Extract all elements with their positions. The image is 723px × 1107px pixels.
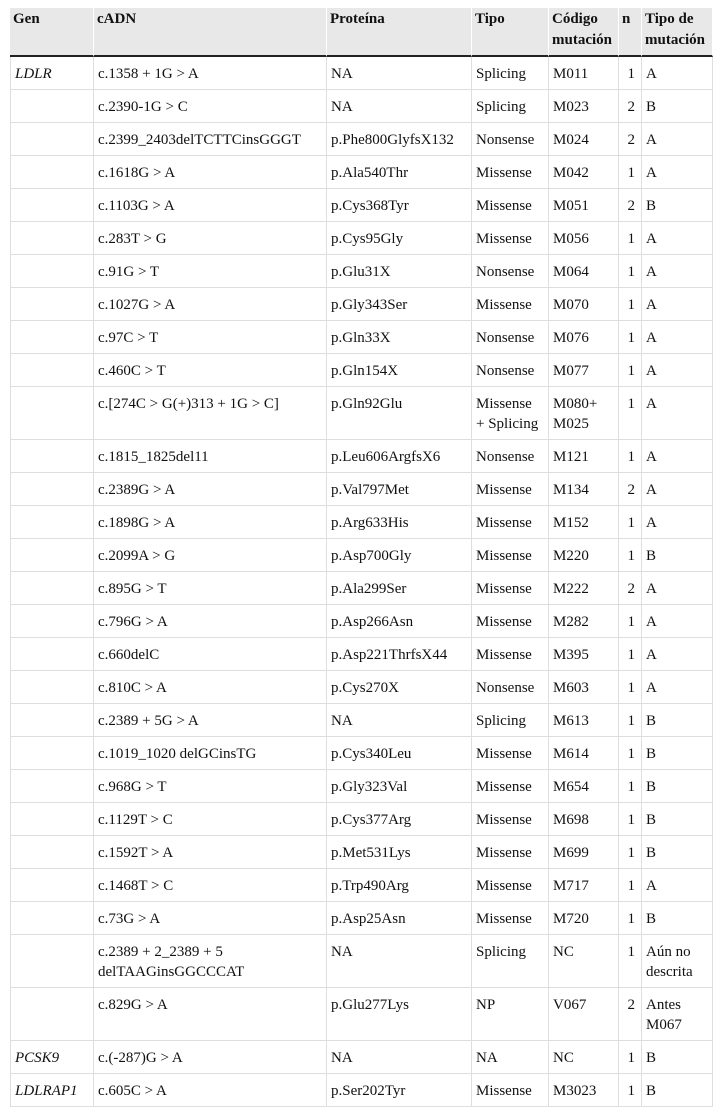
cell-tipo-de-mutacion: B	[642, 704, 713, 737]
cell-codigo-mutacion: M614	[549, 737, 619, 770]
cell-cadn: c.605C > A	[94, 1074, 327, 1107]
cell-tipo-de-mutacion: B	[642, 189, 713, 222]
cell-n: 1	[619, 440, 642, 473]
cell-proteina: p.Asp221ThrfsX44	[327, 638, 472, 671]
header-gen: Gen	[10, 8, 94, 57]
cell-n: 1	[619, 288, 642, 321]
cell-tipo-de-mutacion: A	[642, 222, 713, 255]
cell-proteina: p.Met531Lys	[327, 836, 472, 869]
cell-gen	[10, 605, 94, 638]
cell-n: 1	[619, 1041, 642, 1074]
cell-gen	[10, 770, 94, 803]
cell-gen	[10, 123, 94, 156]
cell-tipo-de-mutacion: A	[642, 572, 713, 605]
table-row	[10, 506, 713, 539]
cell-proteina: p.Val797Met	[327, 473, 472, 506]
table-row	[10, 321, 713, 354]
cell-n: 1	[619, 671, 642, 704]
cell-n: 1	[619, 869, 642, 902]
cell-n: 1	[619, 387, 642, 440]
cell-codigo-mutacion: M121	[549, 440, 619, 473]
cell-tipo: Missense	[472, 539, 549, 572]
table-row	[10, 539, 713, 572]
table-row	[10, 803, 713, 836]
cell-tipo: NA	[472, 1041, 549, 1074]
table-row	[10, 1041, 713, 1074]
cell-cadn: c.1815_1825del11	[94, 440, 327, 473]
cell-tipo: Missense	[472, 803, 549, 836]
table-row	[10, 57, 713, 90]
cell-codigo-mutacion: M070	[549, 288, 619, 321]
cell-codigo-mutacion: M077	[549, 354, 619, 387]
cell-cadn: c.660delC	[94, 638, 327, 671]
cell-tipo: Missense	[472, 737, 549, 770]
table-row	[10, 671, 713, 704]
cell-proteina: p.Gln92Glu	[327, 387, 472, 440]
cell-tipo-de-mutacion: B	[642, 1074, 713, 1107]
cell-cadn: c.895G > T	[94, 572, 327, 605]
cell-n: 1	[619, 704, 642, 737]
table-row	[10, 387, 713, 440]
cell-tipo-de-mutacion: B	[642, 1041, 713, 1074]
cell-n: 2	[619, 123, 642, 156]
cell-tipo-de-mutacion: B	[642, 836, 713, 869]
cell-tipo-de-mutacion: A	[642, 123, 713, 156]
cell-gen	[10, 189, 94, 222]
cell-n: 2	[619, 988, 642, 1041]
cell-tipo: Missense	[472, 288, 549, 321]
cell-tipo: Missense	[472, 473, 549, 506]
cell-gen	[10, 354, 94, 387]
cell-codigo-mutacion: M134	[549, 473, 619, 506]
cell-cadn: c.460C > T	[94, 354, 327, 387]
cell-proteina: p.Gly323Val	[327, 770, 472, 803]
cell-proteina: p.Phe800GlyfsX132	[327, 123, 472, 156]
header-cadn: cADN	[94, 8, 327, 57]
cell-gen	[10, 869, 94, 902]
cell-tipo-de-mutacion: A	[642, 440, 713, 473]
cell-cadn: c.2389 + 5G > A	[94, 704, 327, 737]
cell-codigo-mutacion: NC	[549, 935, 619, 988]
cell-n: 1	[619, 255, 642, 288]
table-row	[10, 255, 713, 288]
cell-proteina: p.Leu606ArgfsX6	[327, 440, 472, 473]
cell-codigo-mutacion: M654	[549, 770, 619, 803]
cell-gen	[10, 737, 94, 770]
table-row	[10, 354, 713, 387]
cell-n: 2	[619, 473, 642, 506]
table-row	[10, 288, 713, 321]
table-row	[10, 770, 713, 803]
cell-cadn: c.[274C > G(+)313 + 1G > C]	[94, 387, 327, 440]
cell-proteina: p.Cys340Leu	[327, 737, 472, 770]
cell-tipo-de-mutacion: A	[642, 387, 713, 440]
cell-tipo-de-mutacion: Aún no descrita	[642, 935, 713, 988]
cell-codigo-mutacion: M152	[549, 506, 619, 539]
cell-tipo-de-mutacion: A	[642, 869, 713, 902]
cell-gen	[10, 255, 94, 288]
cell-gen: LDLRAP1	[10, 1074, 94, 1107]
cell-gen	[10, 156, 94, 189]
cell-gen	[10, 288, 94, 321]
cell-gen	[10, 222, 94, 255]
cell-gen	[10, 387, 94, 440]
cell-tipo-de-mutacion: A	[642, 671, 713, 704]
cell-n: 1	[619, 506, 642, 539]
cell-gen	[10, 836, 94, 869]
cell-cadn: c.73G > A	[94, 902, 327, 935]
cell-proteina: p.Ala299Ser	[327, 572, 472, 605]
cell-codigo-mutacion: M064	[549, 255, 619, 288]
cell-gen	[10, 803, 94, 836]
cell-codigo-mutacion: M395	[549, 638, 619, 671]
cell-tipo: Nonsense	[472, 354, 549, 387]
header-codigo-mutacion: Código mutación	[549, 8, 619, 57]
cell-cadn: c.1103G > A	[94, 189, 327, 222]
header-n: n	[619, 8, 642, 57]
cell-gen	[10, 988, 94, 1041]
cell-codigo-mutacion: M717	[549, 869, 619, 902]
cell-proteina: p.Asp700Gly	[327, 539, 472, 572]
cell-cadn: c.2389G > A	[94, 473, 327, 506]
cell-cadn: c.91G > T	[94, 255, 327, 288]
cell-n: 1	[619, 770, 642, 803]
cell-cadn: c.2399_2403delTCTTCinsGGGT	[94, 123, 327, 156]
table-row	[10, 123, 713, 156]
cell-cadn: c.2389 + 2_2389 + 5 delTAAGinsGGCCCAT	[94, 935, 327, 988]
table-row	[10, 156, 713, 189]
cell-gen: PCSK9	[10, 1041, 94, 1074]
cell-proteina: p.Cys368Tyr	[327, 189, 472, 222]
table-row	[10, 605, 713, 638]
table-row	[10, 935, 713, 988]
cell-cadn: c.796G > A	[94, 605, 327, 638]
cell-tipo-de-mutacion: A	[642, 638, 713, 671]
cell-n: 1	[619, 539, 642, 572]
cell-cadn: c.2390-1G > C	[94, 90, 327, 123]
cell-proteina: NA	[327, 704, 472, 737]
cell-proteina: NA	[327, 57, 472, 90]
cell-tipo-de-mutacion: A	[642, 605, 713, 638]
cell-proteina: p.Asp25Asn	[327, 902, 472, 935]
cell-tipo-de-mutacion: A	[642, 473, 713, 506]
table-row	[10, 473, 713, 506]
cell-n: 2	[619, 572, 642, 605]
cell-proteina: p.Trp490Arg	[327, 869, 472, 902]
table-header-row	[10, 8, 713, 57]
cell-n: 1	[619, 836, 642, 869]
cell-cadn: c.968G > T	[94, 770, 327, 803]
table-row	[10, 90, 713, 123]
cell-proteina: p.Glu31X	[327, 255, 472, 288]
cell-codigo-mutacion: M042	[549, 156, 619, 189]
cell-tipo: Splicing	[472, 57, 549, 90]
cell-tipo: Splicing	[472, 704, 549, 737]
cell-codigo-mutacion: M3023	[549, 1074, 619, 1107]
cell-tipo-de-mutacion: A	[642, 255, 713, 288]
cell-n: 1	[619, 57, 642, 90]
table-row	[10, 902, 713, 935]
cell-proteina: p.Cys270X	[327, 671, 472, 704]
table-row	[10, 869, 713, 902]
cell-n: 1	[619, 354, 642, 387]
cell-cadn: c.1618G > A	[94, 156, 327, 189]
cell-tipo: Missense	[472, 1074, 549, 1107]
cell-proteina: p.Ala540Thr	[327, 156, 472, 189]
cell-n: 1	[619, 935, 642, 988]
cell-codigo-mutacion: M699	[549, 836, 619, 869]
cell-tipo: Missense	[472, 770, 549, 803]
cell-proteina: p.Cys95Gly	[327, 222, 472, 255]
cell-cadn: c.1129T > C	[94, 803, 327, 836]
cell-codigo-mutacion: NC	[549, 1041, 619, 1074]
cell-tipo: Missense	[472, 156, 549, 189]
cell-gen	[10, 572, 94, 605]
cell-tipo-de-mutacion: A	[642, 354, 713, 387]
cell-tipo-de-mutacion: B	[642, 902, 713, 935]
cell-cadn: c.1592T > A	[94, 836, 327, 869]
cell-tipo-de-mutacion: Antes M067	[642, 988, 713, 1041]
cell-tipo: Missense	[472, 572, 549, 605]
cell-cadn: c.810C > A	[94, 671, 327, 704]
cell-tipo-de-mutacion: B	[642, 737, 713, 770]
cell-codigo-mutacion: M720	[549, 902, 619, 935]
cell-tipo: NP	[472, 988, 549, 1041]
cell-cadn: c.829G > A	[94, 988, 327, 1041]
cell-tipo-de-mutacion: A	[642, 57, 713, 90]
cell-proteina: p.Arg633His	[327, 506, 472, 539]
cell-n: 1	[619, 902, 642, 935]
cell-n: 1	[619, 638, 642, 671]
cell-codigo-mutacion: V067	[549, 988, 619, 1041]
table-row	[10, 1074, 713, 1107]
cell-n: 2	[619, 90, 642, 123]
header-proteina: Proteína	[327, 8, 472, 57]
cell-tipo: Missense + Splicing	[472, 387, 549, 440]
cell-gen	[10, 935, 94, 988]
cell-tipo-de-mutacion: A	[642, 288, 713, 321]
cell-gen	[10, 321, 94, 354]
cell-tipo: Missense	[472, 902, 549, 935]
cell-cadn: c.1019_1020 delGCinsTG	[94, 737, 327, 770]
cell-codigo-mutacion: M698	[549, 803, 619, 836]
cell-codigo-mutacion: M220	[549, 539, 619, 572]
table-row	[10, 440, 713, 473]
cell-gen	[10, 671, 94, 704]
cell-cadn: c.(-287)G > A	[94, 1041, 327, 1074]
cell-proteina: NA	[327, 90, 472, 123]
cell-codigo-mutacion: M222	[549, 572, 619, 605]
cell-proteina: p.Gln154X	[327, 354, 472, 387]
cell-tipo: Nonsense	[472, 255, 549, 288]
cell-gen	[10, 90, 94, 123]
cell-cadn: c.1027G > A	[94, 288, 327, 321]
cell-gen	[10, 902, 94, 935]
cell-n: 1	[619, 605, 642, 638]
cell-codigo-mutacion: M024	[549, 123, 619, 156]
cell-gen	[10, 506, 94, 539]
cell-codigo-mutacion: M076	[549, 321, 619, 354]
cell-tipo-de-mutacion: B	[642, 770, 713, 803]
cell-n: 1	[619, 737, 642, 770]
mutation-table	[10, 8, 713, 1107]
table-row	[10, 737, 713, 770]
cell-cadn: c.1468T > C	[94, 869, 327, 902]
cell-tipo-de-mutacion: B	[642, 90, 713, 123]
table-row	[10, 988, 713, 1041]
cell-tipo: Nonsense	[472, 123, 549, 156]
cell-gen	[10, 638, 94, 671]
header-tipo: Tipo	[472, 8, 549, 57]
cell-tipo-de-mutacion: B	[642, 803, 713, 836]
cell-tipo-de-mutacion: A	[642, 321, 713, 354]
cell-gen	[10, 539, 94, 572]
cell-proteina: p.Asp266Asn	[327, 605, 472, 638]
cell-codigo-mutacion: M603	[549, 671, 619, 704]
table-row	[10, 704, 713, 737]
cell-cadn: c.283T > G	[94, 222, 327, 255]
table-row	[10, 638, 713, 671]
cell-gen	[10, 440, 94, 473]
table-row	[10, 836, 713, 869]
cell-tipo: Missense	[472, 506, 549, 539]
table-row	[10, 189, 713, 222]
cell-cadn: c.1898G > A	[94, 506, 327, 539]
cell-n: 1	[619, 222, 642, 255]
cell-proteina: NA	[327, 1041, 472, 1074]
cell-proteina: p.Cys377Arg	[327, 803, 472, 836]
cell-n: 1	[619, 156, 642, 189]
cell-gen: LDLR	[10, 57, 94, 90]
cell-cadn: c.97C > T	[94, 321, 327, 354]
cell-tipo-de-mutacion: A	[642, 156, 713, 189]
cell-proteina: p.Ser202Tyr	[327, 1074, 472, 1107]
cell-proteina: p.Gly343Ser	[327, 288, 472, 321]
cell-codigo-mutacion: M023	[549, 90, 619, 123]
cell-tipo: Missense	[472, 189, 549, 222]
cell-cadn: c.1358 + 1G > A	[94, 57, 327, 90]
cell-tipo-de-mutacion: B	[642, 539, 713, 572]
cell-gen	[10, 704, 94, 737]
header-tipo-de-mutacion: Tipo de mutación	[642, 8, 713, 57]
cell-tipo: Nonsense	[472, 440, 549, 473]
cell-codigo-mutacion: M282	[549, 605, 619, 638]
cell-tipo: Missense	[472, 605, 549, 638]
cell-tipo: Missense	[472, 638, 549, 671]
cell-codigo-mutacion: M613	[549, 704, 619, 737]
cell-codigo-mutacion: M051	[549, 189, 619, 222]
cell-tipo-de-mutacion: A	[642, 506, 713, 539]
table-row	[10, 572, 713, 605]
table-row	[10, 222, 713, 255]
cell-n: 1	[619, 1074, 642, 1107]
cell-n: 2	[619, 189, 642, 222]
cell-n: 1	[619, 803, 642, 836]
cell-proteina: NA	[327, 935, 472, 988]
cell-tipo: Missense	[472, 836, 549, 869]
cell-codigo-mutacion: M080+ M025	[549, 387, 619, 440]
cell-proteina: p.Gln33X	[327, 321, 472, 354]
cell-n: 1	[619, 321, 642, 354]
cell-tipo: Missense	[472, 222, 549, 255]
cell-tipo: Missense	[472, 869, 549, 902]
cell-cadn: c.2099A > G	[94, 539, 327, 572]
cell-gen	[10, 473, 94, 506]
cell-tipo: Nonsense	[472, 321, 549, 354]
cell-codigo-mutacion: M056	[549, 222, 619, 255]
cell-proteina: p.Glu277Lys	[327, 988, 472, 1041]
cell-codigo-mutacion: M011	[549, 57, 619, 90]
cell-tipo: Splicing	[472, 935, 549, 988]
cell-tipo: Nonsense	[472, 671, 549, 704]
cell-tipo: Splicing	[472, 90, 549, 123]
